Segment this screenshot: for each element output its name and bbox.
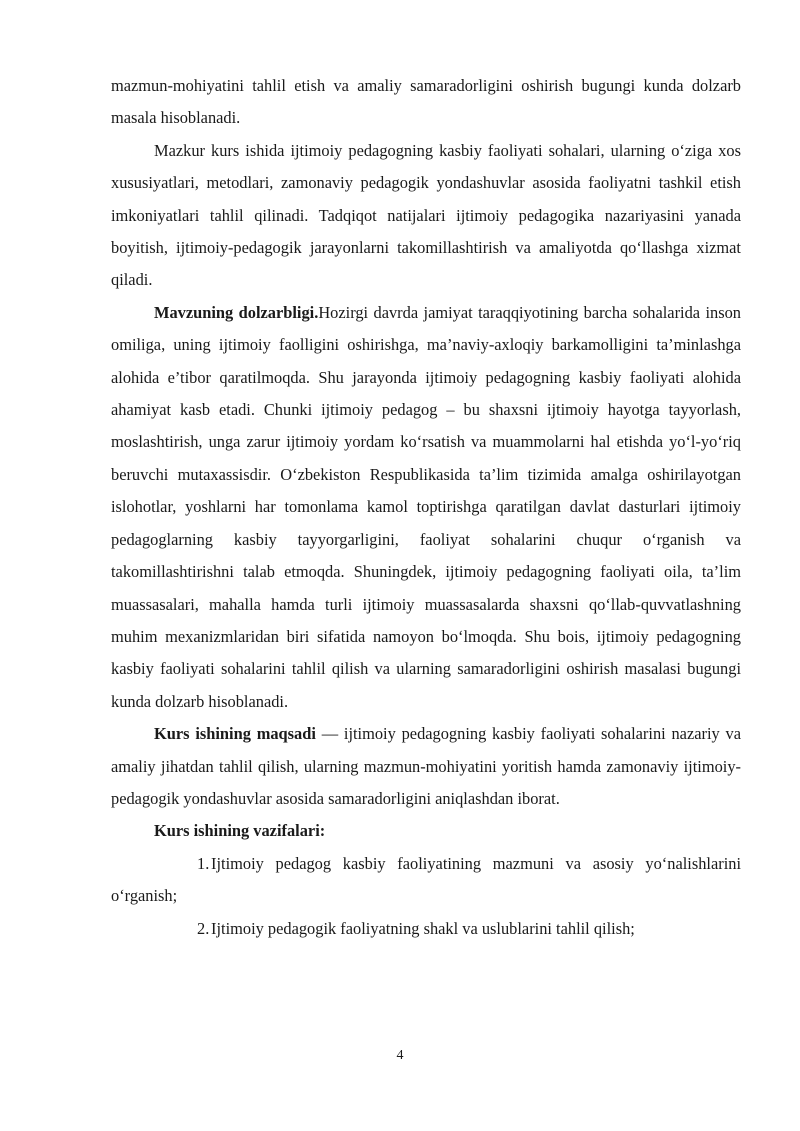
page-number: 4 xyxy=(396,1048,404,1063)
paragraph-course-overview: Mazkur kurs ishida ijtimoiy pedagogning kasbiy faoliyati sohalari, ularning o‘ziga xos xususiyatlari, metodlari, zamonaviy pedagogik yondashuvlar asosida faoliyatni tashkil etish imkoniyatlari tahlil qilinadi. Tadqiqot natijalari ijtimoiy pedagogika nazariyasini yanada boyitish, ijtimoiy-pedagogik jarayonlarni takomillashtirish va amaliyotda qo‘llashga xizmat qiladi. xyxy=(111,140,741,290)
relevance-heading: Mavzuning dolzarbligi. xyxy=(154,302,319,322)
list-item xyxy=(111,848,741,913)
paragraph-relevance xyxy=(111,297,741,718)
tasks-heading xyxy=(111,815,741,847)
paragraph-goal xyxy=(111,718,741,815)
list-item-number: 1. xyxy=(197,853,210,873)
tasks-heading-text: Kurs ishining vazifalari: xyxy=(154,821,326,841)
list-item-number: 2. xyxy=(197,918,210,938)
relevance-text: Hozirgi davrda jamiyat taraqqiyotining barcha sohalarida inson omiliga, uning ijtimoiy faolligini oshirishga, ma’naviy-axloqiy barkamolligini ta’minlashga alohida e’tibor qaratilmoqda. Shu jarayonda ijtimoiy pedagogning kasbiy faoliyati alohida ahamiyat kasb etadi. Chunki ijtimoiy pedagog – bu shaxsni ijtimoiy hayotga tayyorlash, moslashtirish, unga zarur ijtimoiy yordam ko‘rsatish va muammolarni hal etishda yo‘l-yo‘riq beruvchi mutaxassisdir. O‘zbekiston Respublikasida ta’lim tizimida amalga oshirilayotgan islohotlar, yoshlarni har tomonlama kamol toptirishga qaratilgan davlat dasturlari ijtimoiy pedagoglarning kasbiy tayyorgarligini, faoliyat sohalarini chuqur o‘rganish va takomillashtirishni talab etmoqda. Shuningdek, ijtimoiy pedagogning faoliyati oila, ta’lim muassasalari, mahalla hamda turli ijtimoiy muassasalarda shaxsni qo‘llab-quvvatlashning muhim mexanizmlaridan biri sifatida namoyon bo‘lmoqda. Shu bois, ijtimoiy pedagogning kasbiy faoliyati sohalarini tahlil qilish va ularning samaradorligini oshirish masalasi bugungi kunda dolzarb hisoblanadi. xyxy=(111,302,741,711)
goal-text: — ijtimoiy pedagogning kasbiy faoliyati sohalarini nazariy va amaliy jihatdan tahlil qilish, ularning mazmun-mohiyatini yoritish hamda zamonaviy ijtimoiy-pedagogik yondashuvlar asosida samaradorligini aniqlashdan iborat. xyxy=(111,724,741,808)
list-item-text: Ijtimoiy pedagog kasbiy faoliyatining mazmuni va asosiy yo‘nalishlarini o‘rganish; xyxy=(111,853,741,906)
paragraph-intro-continuation: mazmun-mohiyatini tahlil etish va amaliy samaradorligini oshirish bugungi kunda dolzarb masala hisoblanadi. xyxy=(111,76,741,128)
list-item-text: Ijtimoiy pedagogik faoliyatning shakl va uslublarini tahlil qilish; xyxy=(211,918,635,938)
list-item xyxy=(111,913,741,945)
goal-heading: Kurs ishining maqsadi xyxy=(154,724,316,744)
document-body xyxy=(111,70,741,945)
